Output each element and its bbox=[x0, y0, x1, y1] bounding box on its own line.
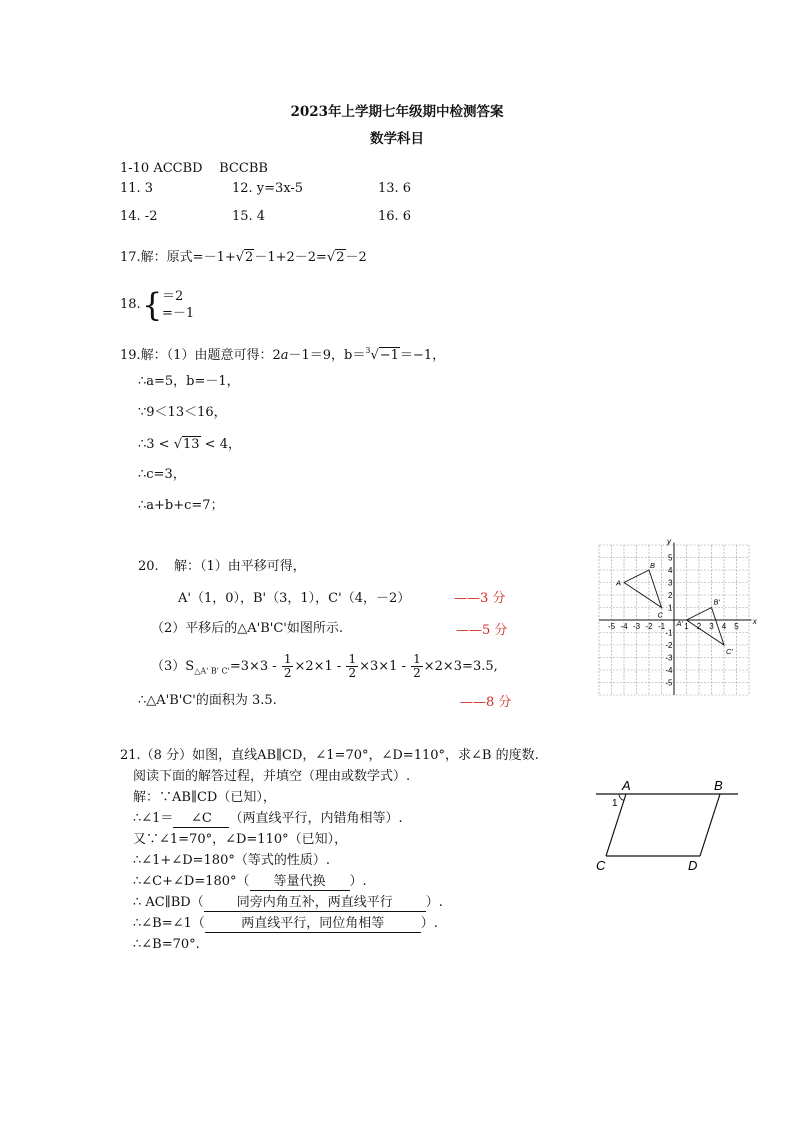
q21-l9a: ∴∠B=∠1（ bbox=[133, 916, 205, 931]
q18-label: 18. bbox=[120, 297, 141, 312]
y-tick-label: -2 bbox=[665, 641, 673, 650]
q17-mid: －1+2－2= bbox=[254, 250, 327, 265]
point-c-label: C bbox=[657, 610, 663, 620]
q19-var-a: a bbox=[280, 348, 289, 363]
x-tick-label: 1 bbox=[684, 622, 689, 631]
x-tick-label: 4 bbox=[721, 622, 727, 631]
q19-line3: ∵9＜13＜16， bbox=[138, 405, 227, 420]
point-b-prime-label: B' bbox=[713, 597, 720, 607]
q21-instruction: 阅读下面的解答过程，并填空（理由或数学式）. bbox=[133, 769, 411, 784]
point-a-label: A bbox=[616, 578, 622, 588]
parallelogram-figure bbox=[592, 776, 742, 876]
brace-icon: { bbox=[142, 286, 163, 324]
q21-l4b: （两直线平行，内错角相等）. bbox=[229, 811, 403, 826]
triangle-a-prime-b-prime-c-prime bbox=[687, 608, 725, 646]
q19-l4a: ∴3 < bbox=[138, 437, 174, 452]
q21-l9b: ）. bbox=[420, 916, 438, 931]
q21-line10: ∴∠B=70°. bbox=[133, 937, 200, 952]
q19-cube-radicand: −1 bbox=[379, 348, 399, 363]
q20-line2: （2）平移后的△A'B'C'如图所示. bbox=[151, 621, 344, 636]
q18-line1: ＝2 bbox=[162, 289, 184, 304]
q21-l4a: ∴∠1＝ bbox=[133, 811, 174, 826]
q20-number: 20. bbox=[138, 559, 159, 574]
q19-radicand: 13 bbox=[183, 437, 200, 452]
q20-l3a: （3）S bbox=[151, 659, 195, 674]
choice-answers: 1-10 ACCBD BCCBB bbox=[120, 161, 268, 176]
x-tick-label: -1 bbox=[657, 622, 666, 631]
fraction bbox=[411, 653, 423, 680]
answer-15: 15. 4 bbox=[232, 209, 266, 224]
answer-13: 13. 6 bbox=[378, 181, 412, 196]
coordinate-grid bbox=[594, 536, 757, 698]
q20-l3e: ×2×3=3.5, bbox=[423, 659, 498, 674]
x-tick-label: -5 bbox=[607, 622, 616, 631]
point-c-prime-label: C' bbox=[726, 647, 733, 656]
x-tick-label: 5 bbox=[734, 622, 739, 631]
y-tick-label: -5 bbox=[665, 678, 673, 688]
q21-line5: 又∵∠1=70°，∠D=110°（已知）， bbox=[133, 832, 348, 847]
fraction bbox=[346, 653, 358, 680]
score-mark-3: ——3 分 bbox=[454, 591, 506, 606]
angle-1-label: 1 bbox=[612, 798, 618, 809]
q20-subscript: △A' B' C' bbox=[194, 666, 230, 676]
q19-line6: ∴a+b+c=7； bbox=[138, 498, 224, 513]
frac-num: 1 bbox=[413, 652, 421, 666]
q20-intro: 解：（1）由平移可得， bbox=[174, 559, 306, 574]
sqrt-sign: √ bbox=[370, 348, 379, 363]
label-c: C bbox=[596, 858, 606, 873]
q17-prefix: 17.解：原式=－1+ bbox=[120, 250, 236, 265]
angle-arc bbox=[619, 794, 624, 801]
q19-intro bbox=[120, 343, 445, 364]
q21-l8b: ）. bbox=[425, 895, 443, 910]
q20-conclusion: ∴△A'B'C'的面积为 3.5. bbox=[138, 693, 277, 708]
frac-den: 2 bbox=[348, 666, 357, 680]
x-tick-label: -3 bbox=[632, 622, 641, 631]
q17-solution bbox=[120, 249, 367, 266]
cube-root-index: 3 bbox=[365, 346, 371, 355]
q20-coords: A'（1，0），B'（3，1），C'（4，－2） bbox=[178, 591, 411, 606]
q17-radicand-1: 2 bbox=[245, 250, 254, 265]
sqrt-sign: √ bbox=[326, 250, 336, 265]
q21-line6: ∴∠1+∠D=180°（等式的性质）. bbox=[133, 853, 330, 868]
score-mark-5: ——5 分 bbox=[456, 623, 508, 638]
sqrt-sign: √ bbox=[235, 250, 245, 265]
x-tick-label: -2 bbox=[645, 622, 653, 631]
q19-line4 bbox=[138, 436, 241, 453]
y-axis-label: y bbox=[667, 536, 671, 546]
label-b: B bbox=[714, 778, 723, 793]
y-tick-label: -1 bbox=[665, 628, 673, 638]
q21-l7a: ∴∠C+∠D=180°（ bbox=[133, 874, 250, 889]
label-d: D bbox=[688, 858, 698, 873]
q19-intro-c: －1＝9，b＝ bbox=[288, 348, 366, 363]
q21-line3: 解：∵AB∥CD（已知）， bbox=[133, 790, 276, 805]
point-a-prime-label: A' bbox=[676, 619, 683, 628]
q21-l8a: ∴ AC∥BD（ bbox=[133, 895, 204, 910]
point-b-label: B bbox=[650, 561, 656, 570]
y-tick-label: 4 bbox=[668, 566, 673, 575]
y-tick-label: -3 bbox=[665, 653, 673, 663]
q21-question: 21.（8 分）如图，直线AB∥CD，∠1=70°，∠D=110°，求∠B 的度数. bbox=[120, 748, 539, 763]
blank-answer-1: ∠C bbox=[173, 811, 229, 828]
answer-12: 12. y=3x-5 bbox=[232, 181, 304, 196]
q19-intro-a: 19.解：（1）由题意可得：2 bbox=[120, 348, 281, 363]
answer-11: 11. 3 bbox=[120, 181, 154, 196]
q21-l7b: ）. bbox=[349, 874, 367, 889]
blank-answer-3: 同旁内角互补，两直线平行 bbox=[204, 895, 426, 912]
q21-line8 bbox=[133, 895, 443, 912]
x-axis-label: x bbox=[752, 617, 757, 626]
y-tick-label: 5 bbox=[668, 553, 673, 563]
label-a: A bbox=[622, 778, 631, 793]
q21-line4 bbox=[133, 811, 403, 828]
y-tick-label: 2 bbox=[668, 591, 673, 600]
q19-line5: ∴c=3， bbox=[138, 467, 186, 482]
q19-line2: ∴a=5，b=－1， bbox=[138, 374, 240, 389]
frac-num: 1 bbox=[348, 652, 357, 666]
fraction bbox=[282, 653, 294, 680]
x-tick-label: 2 bbox=[696, 622, 702, 631]
answer-14: 14. -2 bbox=[120, 209, 158, 224]
y-tick-label: 3 bbox=[668, 578, 673, 588]
triangle-abc bbox=[624, 570, 662, 608]
score-mark-8: ——8 分 bbox=[460, 695, 512, 710]
q20-l3b: =3×3 - bbox=[229, 659, 277, 674]
answer-16: 16. 6 bbox=[378, 209, 412, 224]
q20-l3d: ×3×1 - bbox=[359, 659, 406, 674]
q20-area-formula bbox=[151, 651, 498, 688]
x-tick-label: 3 bbox=[709, 622, 714, 631]
frac-den: 2 bbox=[283, 666, 292, 680]
q21-line9 bbox=[133, 916, 438, 933]
q19-l4b: < 4， bbox=[200, 437, 241, 452]
q17-radicand-2: 2 bbox=[336, 250, 345, 265]
blank-answer-4: 两直线平行，同位角相等 bbox=[205, 916, 421, 933]
frac-den: 2 bbox=[413, 666, 421, 680]
y-tick-label: -4 bbox=[665, 666, 673, 675]
q19-intro-d: ＝−1， bbox=[399, 348, 446, 363]
blank-answer-2: 等量代换 bbox=[250, 874, 350, 891]
sqrt-sign: √ bbox=[173, 437, 182, 452]
q17-suffix: －2 bbox=[345, 250, 367, 265]
page-title: 2023年上学期七年级期中检测答案 bbox=[290, 104, 504, 120]
line-bd bbox=[700, 794, 720, 856]
q21-line7 bbox=[133, 874, 367, 891]
q20-l3c: ×2×1 - bbox=[294, 659, 342, 674]
frac-num: 1 bbox=[283, 652, 292, 666]
y-tick-label: 1 bbox=[668, 603, 673, 613]
x-tick-label: -4 bbox=[620, 622, 628, 631]
page-subtitle: 数学科目 bbox=[370, 131, 424, 147]
q18-line2: =－1 bbox=[162, 306, 195, 321]
